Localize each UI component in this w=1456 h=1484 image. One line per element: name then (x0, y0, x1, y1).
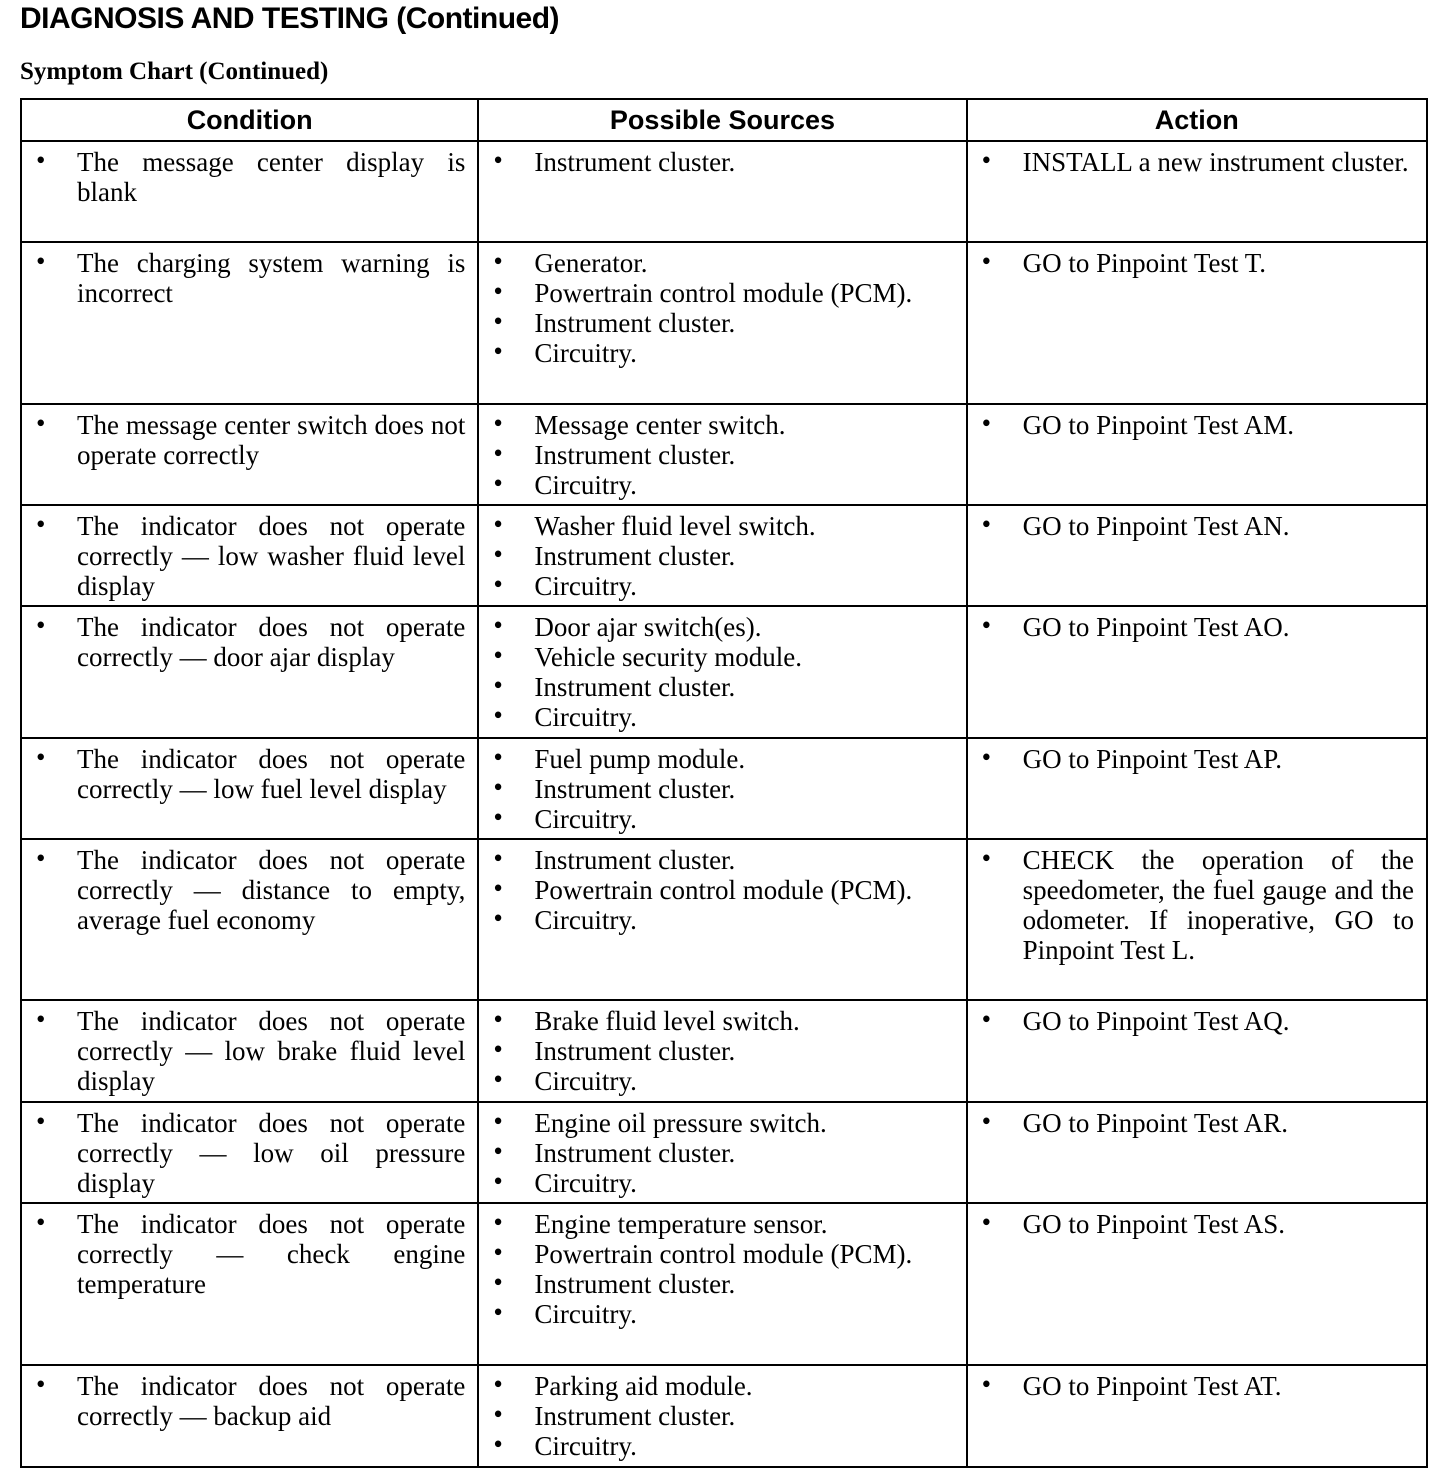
action-cell (967, 242, 1427, 404)
bullet-list (968, 1209, 1426, 1239)
list-item: • Circuitry. (479, 905, 965, 935)
bullet-list (22, 511, 477, 601)
list-item: • The indicator does not operate correctly — low washer fluid level display (22, 511, 477, 601)
table-row (21, 1365, 1427, 1467)
bullet-list (479, 511, 965, 601)
condition-cell (21, 839, 478, 1000)
bullet-list (22, 1209, 477, 1299)
list-item: • Instrument cluster. (479, 440, 965, 470)
bullet-list (479, 1209, 965, 1329)
table-row (21, 1000, 1427, 1102)
bullet-list (968, 1108, 1426, 1138)
list-item: • GO to Pinpoint Test AQ. (968, 1006, 1426, 1036)
condition-cell (21, 1203, 478, 1365)
possible-sources-cell (478, 1000, 966, 1102)
table-row (21, 141, 1427, 242)
list-item: • GO to Pinpoint Test AM. (968, 410, 1426, 440)
action-cell (967, 505, 1427, 606)
possible-sources-cell (478, 738, 966, 839)
condition-cell (21, 242, 478, 404)
table-row (21, 505, 1427, 606)
condition-cell (21, 738, 478, 839)
table-header-row (21, 99, 1427, 141)
bullet-list (968, 410, 1426, 440)
list-item: • GO to Pinpoint Test AS. (968, 1209, 1426, 1239)
action-cell (967, 404, 1427, 505)
symptom-chart-table (20, 98, 1428, 1468)
bullet-list (479, 845, 965, 935)
list-item: • Instrument cluster. (479, 1036, 965, 1066)
list-item: • CHECK the operation of the speedometer, the fuel gauge and the odometer. If inoperative, GO to Pinpoint Test L. (968, 845, 1426, 965)
possible-sources-cell (478, 404, 966, 505)
list-item: • Instrument cluster. (479, 672, 965, 702)
list-item: • The charging system warning is incorrect (22, 248, 477, 308)
list-item: • Instrument cluster. (479, 1138, 965, 1168)
bullet-list (22, 1108, 477, 1198)
bullet-list (968, 511, 1426, 541)
bullet-list (22, 1006, 477, 1096)
list-item: • Circuitry. (479, 1299, 965, 1329)
bullet-list (968, 744, 1426, 774)
bullet-list (968, 1006, 1426, 1036)
list-item: • INSTALL a new instrument cluster. (968, 147, 1426, 177)
bullet-list (479, 147, 965, 177)
list-item: • GO to Pinpoint Test AO. (968, 612, 1426, 642)
possible-sources-cell (478, 242, 966, 404)
bullet-list (479, 1006, 965, 1096)
list-item: • GO to Pinpoint Test T. (968, 248, 1426, 278)
action-cell (967, 1365, 1427, 1467)
list-item: • The indicator does not operate correctly — backup aid (22, 1371, 477, 1431)
bullet-list (479, 248, 965, 368)
bullet-list (968, 612, 1426, 642)
action-cell (967, 606, 1427, 738)
table-row (21, 404, 1427, 505)
list-item: • GO to Pinpoint Test AR. (968, 1108, 1426, 1138)
bullet-list (968, 845, 1426, 965)
condition-cell (21, 1365, 478, 1467)
bullet-list (479, 410, 965, 500)
list-item: • Door ajar switch(es). (479, 612, 965, 642)
list-item: • Circuitry. (479, 571, 965, 601)
table-row (21, 1203, 1427, 1365)
action-cell (967, 1203, 1427, 1365)
condition-cell (21, 505, 478, 606)
list-item: • Circuitry. (479, 1066, 965, 1096)
list-item: • Washer fluid level switch. (479, 511, 965, 541)
possible-sources-cell (478, 505, 966, 606)
action-cell (967, 738, 1427, 839)
possible-sources-cell (478, 1102, 966, 1203)
list-item: • Circuitry. (479, 702, 965, 732)
bullet-list (479, 1371, 965, 1461)
list-item: • The message center display is blank (22, 147, 477, 207)
list-item: • Circuitry. (479, 470, 965, 500)
bullet-list (479, 744, 965, 834)
table-row (21, 839, 1427, 1000)
bullet-list (22, 612, 477, 672)
list-item: • Circuitry. (479, 1431, 965, 1461)
list-item: • Vehicle security module. (479, 642, 965, 672)
list-item: • Generator. (479, 248, 965, 278)
condition-cell (21, 1102, 478, 1203)
action-cell (967, 839, 1427, 1000)
action-cell (967, 1000, 1427, 1102)
condition-cell (21, 141, 478, 242)
table-row (21, 242, 1427, 404)
possible-sources-cell (478, 839, 966, 1000)
column-header-condition: Condition (21, 99, 478, 141)
list-item: • Fuel pump module. (479, 744, 965, 774)
list-item: • GO to Pinpoint Test AP. (968, 744, 1426, 774)
bullet-list (968, 147, 1426, 177)
column-header-possible-sources: Possible Sources (478, 99, 966, 141)
list-item: • Parking aid module. (479, 1371, 965, 1401)
table-row (21, 1102, 1427, 1203)
possible-sources-cell (478, 606, 966, 738)
action-cell (967, 141, 1427, 242)
list-item: • Instrument cluster. (479, 1269, 965, 1299)
bullet-list (22, 845, 477, 935)
bullet-list (22, 147, 477, 207)
bullet-list (22, 410, 477, 470)
list-item: • Circuitry. (479, 338, 965, 368)
list-item: • Instrument cluster. (479, 1401, 965, 1431)
condition-cell (21, 606, 478, 738)
list-item: • The indicator does not operate correctly — low brake fluid level display (22, 1006, 477, 1096)
list-item: • Circuitry. (479, 804, 965, 834)
condition-cell (21, 404, 478, 505)
list-item: • The message center switch does not operate correctly (22, 410, 477, 470)
bullet-list (479, 612, 965, 732)
list-item: • Instrument cluster. (479, 845, 965, 875)
list-item: • Powertrain control module (PCM). (479, 875, 965, 905)
bullet-list (22, 744, 477, 804)
list-item: • The indicator does not operate correctly — door ajar display (22, 612, 477, 672)
bullet-list (22, 1371, 477, 1431)
list-item: • Instrument cluster. (479, 308, 965, 338)
list-item: • GO to Pinpoint Test AT. (968, 1371, 1426, 1401)
list-item: • Engine temperature sensor. (479, 1209, 965, 1239)
possible-sources-cell (478, 1203, 966, 1365)
bullet-list (22, 248, 477, 308)
list-item: • Instrument cluster. (479, 774, 965, 804)
table-row (21, 606, 1427, 738)
list-item: • The indicator does not operate correctly — distance to empty, average fuel economy (22, 845, 477, 935)
bullet-list (479, 1108, 965, 1198)
list-item: • Engine oil pressure switch. (479, 1108, 965, 1138)
list-item: • The indicator does not operate correctly — low oil pressure display (22, 1108, 477, 1198)
table-row (21, 738, 1427, 839)
possible-sources-cell (478, 141, 966, 242)
condition-cell (21, 1000, 478, 1102)
list-item: • Instrument cluster. (479, 147, 965, 177)
column-header-action: Action (967, 99, 1427, 141)
section-subtitle: Symptom Chart (Continued) (20, 58, 329, 85)
bullet-list (968, 1371, 1426, 1401)
list-item: • The indicator does not operate correctly — check engine temperature (22, 1209, 477, 1299)
list-item: • Brake fluid level switch. (479, 1006, 965, 1036)
list-item: • Message center switch. (479, 410, 965, 440)
list-item: • Powertrain control module (PCM). (479, 1239, 965, 1269)
possible-sources-cell (478, 1365, 966, 1467)
list-item: • The indicator does not operate correctly — low fuel level display (22, 744, 477, 804)
list-item: • GO to Pinpoint Test AN. (968, 511, 1426, 541)
list-item: • Circuitry. (479, 1168, 965, 1198)
action-cell (967, 1102, 1427, 1203)
bullet-list (968, 248, 1426, 278)
list-item: • Powertrain control module (PCM). (479, 278, 965, 308)
page-title: DIAGNOSIS AND TESTING (Continued) (20, 2, 560, 35)
list-item: • Instrument cluster. (479, 541, 965, 571)
